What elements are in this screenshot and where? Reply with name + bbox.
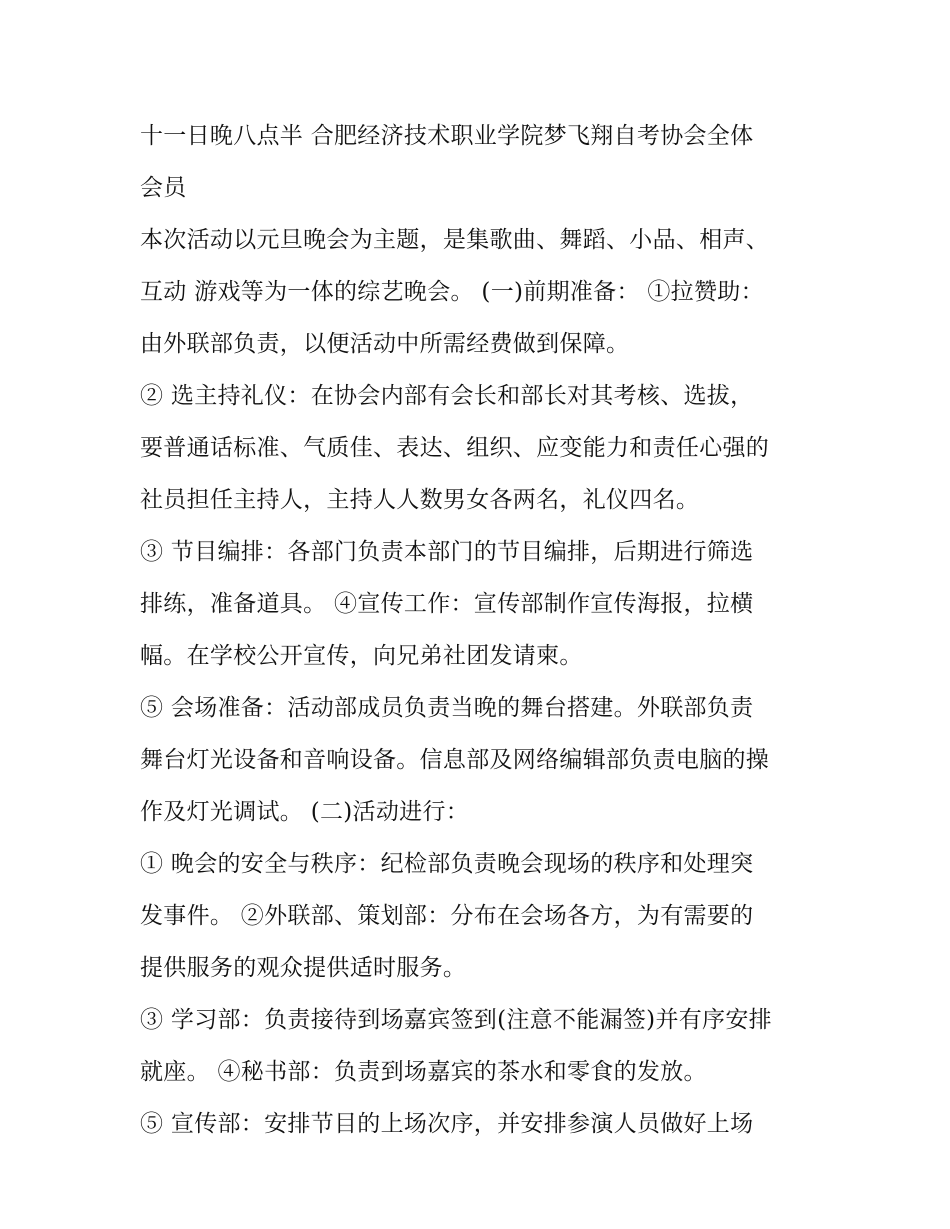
text-line: 幅。在学校公开宣传，向兄弟社团发请柬。	[140, 643, 583, 669]
text-line: 舞台灯光设备和音响设备。信息部及网络编辑部负责电脑的操	[140, 747, 770, 773]
text-line: 互动 游戏等为一体的综艺晚会。 (一)前期准备： ①拉赞助：	[140, 279, 764, 305]
text-line: ③ 节目编排：各部门负责本部门的节目编排，后期进行筛选	[140, 539, 754, 565]
text-line: 本次活动以元旦晚会为主题，是集歌曲、舞蹈、小品、相声、	[140, 227, 770, 253]
text-line: 排练，准备道具。 ④宣传工作：宣传部制作宣传海报，拉横	[140, 591, 754, 617]
text-line: ② 选主持礼仪：在协会内部有会长和部长对其考核、选拔，	[140, 383, 754, 409]
text-line: ⑤ 宣传部：安排节目的上场次序，并安排参演人员做好上场	[140, 1111, 754, 1137]
text-line: ⑤ 会场准备：活动部成员负责当晚的舞台搭建。外联部负责	[140, 695, 754, 721]
text-line: 十一日晚八点半 合肥经济技术职业学院梦飞翔自考协会全体	[140, 123, 754, 149]
text-line: 由外联部负责，以便活动中所需经费做到保障。	[140, 331, 630, 357]
text-line: 提供服务的观众提供适时服务。	[140, 955, 467, 981]
text-line: 发事件。 ②外联部、策划部：分布在会场各方，为有需要的	[140, 903, 754, 929]
text-line: ③ 学习部：负责接待到场嘉宾签到(注意不能漏签)并有序安排	[140, 1007, 772, 1033]
text-line: 作及灯光调试。 (二)活动进行：	[140, 799, 470, 825]
document-body	[140, 110, 820, 1150]
text-line: 就座。 ④秘书部：负责到场嘉宾的茶水和零食的发放。	[140, 1059, 707, 1085]
text-line: 要普通话标准、气质佳、表达、组织、应变能力和责任心强的	[140, 435, 770, 461]
text-line: 会员	[140, 175, 187, 201]
text-line: ① 晚会的安全与秩序：纪检部负责晚会现场的秩序和处理突	[140, 851, 754, 877]
text-line: 社员担任主持人，主持人人数男女各两名，礼仪四名。	[140, 487, 700, 513]
